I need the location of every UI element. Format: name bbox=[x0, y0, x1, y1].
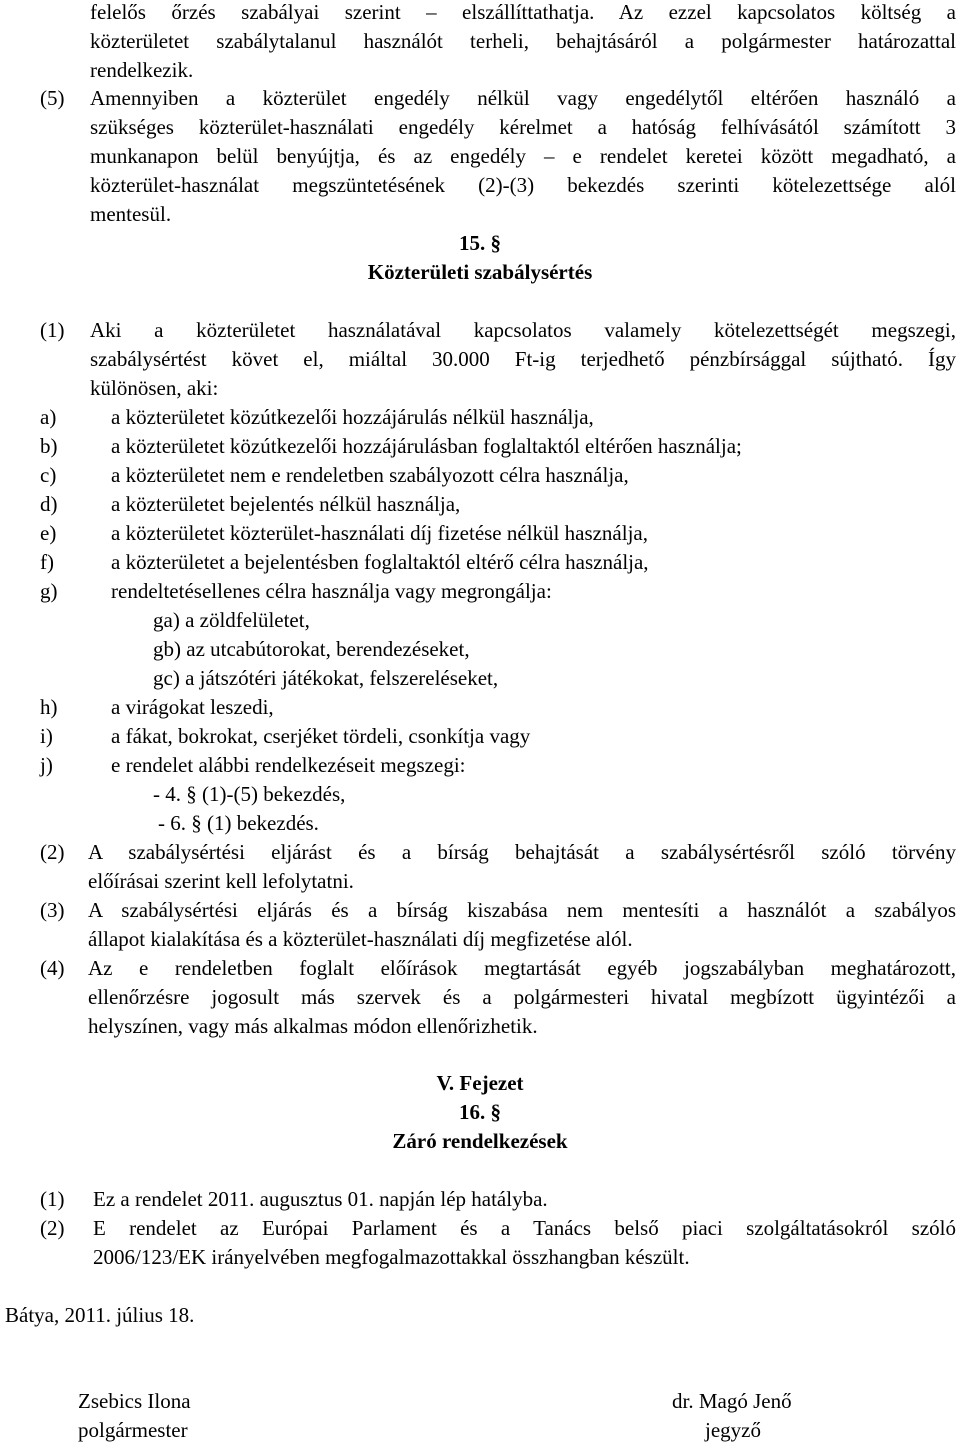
chapter-heading: V. Fejezet bbox=[436, 1071, 524, 1095]
paragraph-line: különösen, aki: bbox=[90, 376, 219, 400]
paragraph-5 bbox=[90, 84, 956, 229]
paragraph-label: (1) bbox=[40, 1187, 65, 1211]
paragraph-line: mentesül. bbox=[90, 202, 172, 226]
paragraph-line: előírásai szerint kell lefolytatni. bbox=[88, 869, 354, 893]
paragraph-line: Amennyiben a közterület engedély nélkül vagy engedélytől eltérően használó a bbox=[90, 86, 956, 110]
paragraph-label: (2) bbox=[40, 840, 65, 864]
paragraph-line: A szabálysértési eljárás és a bírság kiszabása nem mentesíti a használót a szabályos bbox=[88, 898, 956, 922]
item-label: c) bbox=[40, 463, 57, 487]
paragraph-label: (4) bbox=[40, 956, 65, 980]
signature-right-title: jegyző bbox=[705, 1418, 761, 1442]
list-item: a közterületet közterület-használati díj fizetése nélkül használja, bbox=[111, 521, 648, 545]
section15-paragraph-4 bbox=[88, 954, 956, 1041]
signature-left-name: Zsebics Ilona bbox=[78, 1389, 191, 1413]
list-item: a közterületet nem e rendeletben szabályozott célra használja, bbox=[111, 463, 629, 487]
section-title: Záró rendelkezések bbox=[392, 1129, 568, 1153]
paragraph-line: A szabálysértési eljárást és a bírság behajtását a szabálysértésről szóló törvény bbox=[88, 840, 956, 864]
list-item: e rendelet alábbi rendelkezéseit megszegi: bbox=[111, 753, 466, 777]
list-item: rendeltetésellenes célra használja vagy megrongálja: bbox=[111, 579, 552, 603]
paragraph-line: rendelkezik. bbox=[90, 58, 194, 82]
list-item: a közterületet közútkezelői hozzájárulás nélkül használja, bbox=[111, 405, 594, 429]
list-item: a közterületet bejelentés nélkül használja, bbox=[111, 492, 461, 516]
item-label: h) bbox=[40, 695, 58, 719]
paragraph-line: munkanapon belül benyújtja, és az engedély – e rendelet keretei között megadható, a bbox=[90, 144, 956, 168]
paragraph-line: szükséges közterület-használati engedély kérelmet a hatóság felhívásától számított 3 bbox=[90, 115, 956, 139]
item-label: g) bbox=[40, 579, 58, 603]
section15-paragraph-2 bbox=[88, 838, 956, 896]
list-item: a virágokat leszedi, bbox=[111, 695, 274, 719]
item-label: b) bbox=[40, 434, 58, 458]
sub-list-item: - 4. § (1)-(5) bekezdés, bbox=[153, 782, 346, 806]
sub-list-item: gb) az utcabútorokat, berendezéseket, bbox=[153, 637, 470, 661]
paragraph-line: állapot kialakítása és a közterület-használati díj megfizetése alól. bbox=[88, 927, 633, 951]
paragraph-line: közterület-használat megszüntetésének (2)-(3) bekezdés szerinti kötelezettsége alól bbox=[90, 173, 956, 197]
paragraph-line: Aki a közterületet használatával kapcsolatos valamely kötelezettségét megszegi, bbox=[90, 318, 956, 342]
section16-paragraph-2 bbox=[93, 1214, 956, 1272]
section15-paragraph-3 bbox=[88, 896, 956, 954]
item-label: j) bbox=[40, 753, 53, 777]
signature-right-name: dr. Magó Jenő bbox=[672, 1389, 792, 1413]
item-label: a) bbox=[40, 405, 57, 429]
section-number: 15. § bbox=[459, 231, 501, 255]
paragraph-label: (3) bbox=[40, 898, 65, 922]
paragraph-label: (2) bbox=[40, 1216, 65, 1240]
list-item: a közterületet a bejelentésben foglaltaktól eltérő célra használja, bbox=[111, 550, 649, 574]
paragraph-line: 2006/123/EK irányelvében megfogalmazottakkal összhangban készült. bbox=[93, 1245, 690, 1269]
paragraph-line: közterületet szabálytalanul használót terheli, behajtásáról a polgármester határozattal bbox=[90, 29, 956, 53]
paragraph-line: E rendelet az Európai Parlament és a Tanács belső piaci szolgáltatásokról szóló bbox=[93, 1216, 956, 1240]
continuation-paragraph bbox=[90, 0, 956, 56]
item-label: f) bbox=[40, 550, 54, 574]
item-label: d) bbox=[40, 492, 58, 516]
paragraph-line: ellenőrzésre jogosult más szervek és a polgármesteri hivatal megbízott ügyintézői a bbox=[88, 985, 956, 1009]
place-date: Bátya, 2011. július 18. bbox=[5, 1303, 195, 1327]
paragraph-line: Az e rendeletben foglalt előírások megtartását egyéb jogszabályban meghatározott, bbox=[88, 956, 956, 980]
paragraph-line: helyszínen, vagy más alkalmas módon ellenőrizhetik. bbox=[88, 1014, 538, 1038]
section-number: 16. § bbox=[459, 1100, 501, 1124]
item-label: i) bbox=[40, 724, 53, 748]
sub-list-item: ga) a zöldfelületet, bbox=[153, 608, 310, 632]
section15-paragraph-1 bbox=[90, 316, 956, 403]
paragraph-line: felelős őrzés szabályai szerint – elszállíttathatja. Az ezzel kapcsolatos költség a bbox=[90, 0, 956, 24]
section-title: Közterületi szabálysértés bbox=[367, 260, 593, 284]
sub-list-item: - 6. § (1) bekezdés. bbox=[158, 811, 319, 835]
signature-left-title: polgármester bbox=[78, 1418, 188, 1442]
item-label: e) bbox=[40, 521, 57, 545]
paragraph-line: Ez a rendelet 2011. augusztus 01. napján lép hatályba. bbox=[93, 1187, 548, 1211]
paragraph-label: (1) bbox=[40, 318, 65, 342]
paragraph-line: szabálysértést követ el, miáltal 30.000 Ft-ig terjedhető pénzbírsággal sújtható. Így bbox=[90, 347, 956, 371]
paragraph-label: (5) bbox=[40, 86, 65, 110]
list-item: a fákat, bokrokat, cserjéket tördeli, csonkítja vagy bbox=[111, 724, 531, 748]
sub-list-item: gc) a játszótéri játékokat, felszereléseket, bbox=[153, 666, 499, 690]
list-item: a közterületet közútkezelői hozzájárulásban foglaltaktól eltérően használja; bbox=[111, 434, 742, 458]
